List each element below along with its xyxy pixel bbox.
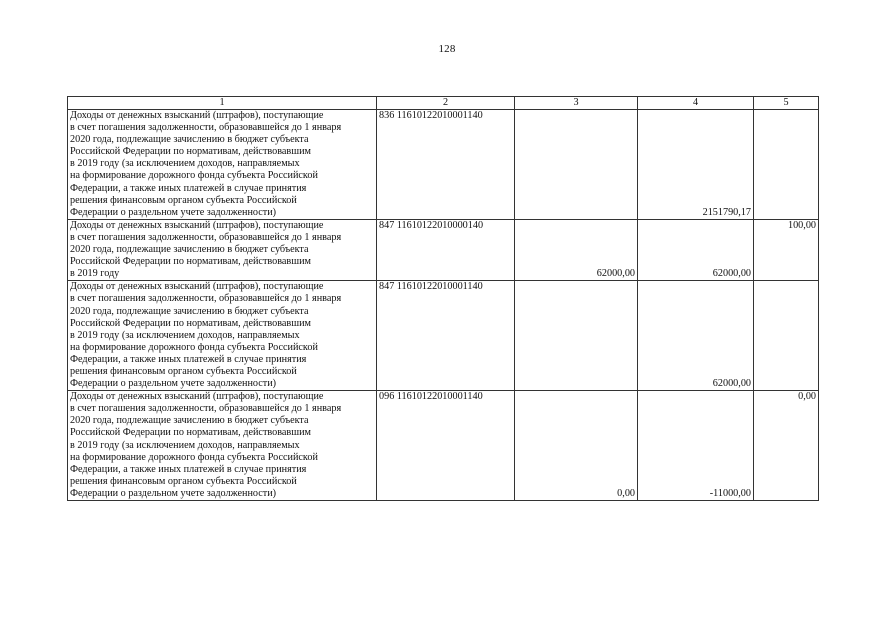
row-value-col3: 62000,00 — [515, 219, 638, 280]
row-value-col4: 62000,00 — [638, 281, 754, 391]
row-code: 096 11610122010001140 — [377, 391, 515, 501]
row-value-col4: 62000,00 — [638, 219, 754, 280]
row-code: 836 11610122010001140 — [377, 110, 515, 220]
row-description: Доходы от денежных взысканий (штрафов), поступающие в счет погашения задолженности, образовавшейся до 1 января 2020 года, подлежащие зачислению в бюджет субъекта Российской Федерации по нормативам, действовавшим в 2019 году — [68, 219, 377, 280]
table-row — [68, 281, 819, 391]
budget-table — [67, 96, 819, 501]
column-header-2: 2 — [377, 97, 515, 110]
column-header-3: 3 — [515, 97, 638, 110]
row-value-col4: -11000,00 — [638, 391, 754, 501]
row-description: Доходы от денежных взысканий (штрафов), поступающие в счет погашения задолженности, образовавшейся до 1 января 2020 года, подлежащие зачислению в бюджет субъекта Российской Федерации по нормативам, действовавшим в 2019 году (за исключением доходов, направляемых на формирование дорожного фонда субъекта Российской Федерации, а также иных платежей в случае принятия решения финансовым органом субъекта Российской Федерации о раздельном учете задолженности) — [68, 281, 377, 391]
table-row — [68, 219, 819, 280]
table-header-row — [68, 97, 819, 110]
row-description: Доходы от денежных взысканий (штрафов), поступающие в счет погашения задолженности, образовавшейся до 1 января 2020 года, подлежащие зачислению в бюджет субъекта Российской Федерации по нормативам, действовавшим в 2019 году (за исключением доходов, направляемых на формирование дорожного фонда субъекта Российской Федерации, а также иных платежей в случае принятия решения финансовым органом субъекта Российской Федерации о раздельном учете задолженности) — [68, 110, 377, 220]
page-number: 128 — [438, 43, 456, 55]
column-header-1: 1 — [68, 97, 377, 110]
row-value-col3: 0,00 — [515, 391, 638, 501]
row-value-col5: 0,00 — [754, 391, 819, 501]
row-code: 847 11610122010001140 — [377, 281, 515, 391]
row-value-col5 — [754, 110, 819, 220]
table-row — [68, 391, 819, 501]
table-row — [68, 110, 819, 220]
row-value-col3 — [515, 110, 638, 220]
row-value-col5 — [754, 281, 819, 391]
row-description: Доходы от денежных взысканий (штрафов), поступающие в счет погашения задолженности, образовавшейся до 1 января 2020 года, подлежащие зачислению в бюджет субъекта Российской Федерации по нормативам, действовавшим в 2019 году (за исключением доходов, направляемых на формирование дорожного фонда субъекта Российской Федерации, а также иных платежей в случае принятия решения финансовым органом субъекта Российской Федерации о раздельном учете задолженности) — [68, 391, 377, 501]
row-value-col4: 2151790,17 — [638, 110, 754, 220]
row-value-col3 — [515, 281, 638, 391]
row-value-col5: 100,00 — [754, 219, 819, 280]
row-code: 847 11610122010000140 — [377, 219, 515, 280]
column-header-4: 4 — [638, 97, 754, 110]
column-header-5: 5 — [754, 97, 819, 110]
